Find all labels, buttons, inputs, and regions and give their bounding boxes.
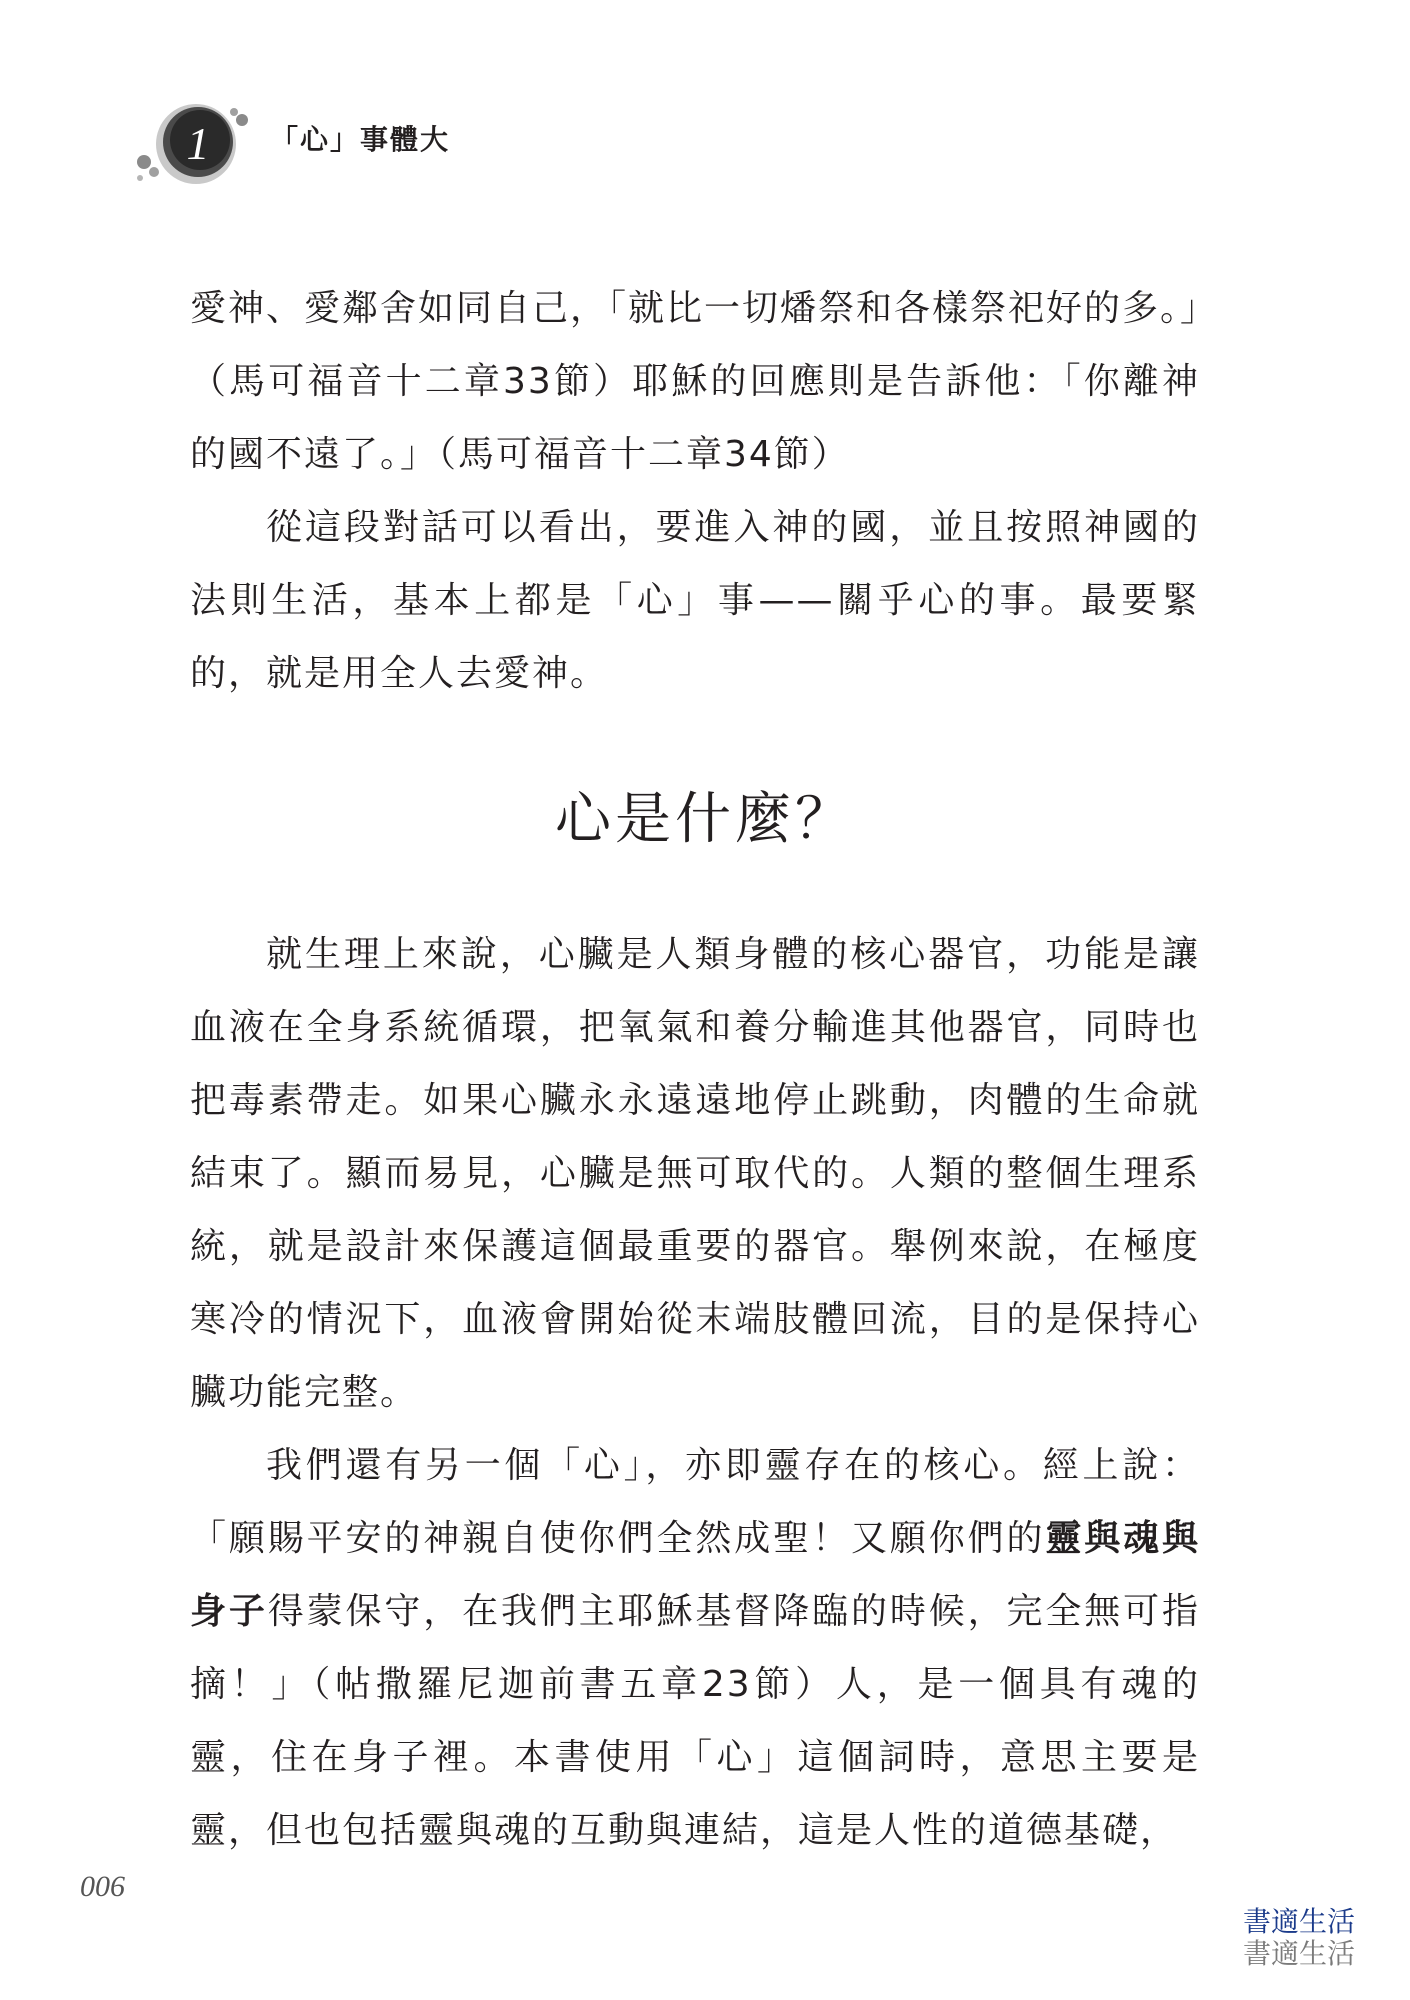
chapter-number: 1 bbox=[186, 118, 210, 169]
section-1-text bbox=[190, 272, 1200, 710]
paragraph-text: 我們還有另一個「心」，亦即靈存在的核心。經上說：「願賜平安的神親自使你們全然成聖！又願你們的 bbox=[190, 1445, 1200, 1559]
paragraph: 愛神、愛鄰舍如同自己，「就比一切燔祭和各樣祭祀好的多。」（馬可福音十二章33節）耶穌的回應則是告訴他：「你離神的國不遠了。」（馬可福音十二章34節） bbox=[190, 288, 1201, 475]
section-2-text bbox=[190, 918, 1200, 1867]
chapter-badge bbox=[130, 100, 250, 190]
running-title: 「心」事體大 bbox=[270, 123, 451, 156]
paragraph bbox=[190, 1429, 1200, 1867]
paragraph: 從這段對話可以看出，要進入神的國，並且按照神國的法則生活，基本上都是「心」事——關乎心的事。最要緊的，就是用全人去愛神。 bbox=[190, 507, 1200, 694]
paragraph: 就生理上來說，心臟是人類身體的核心器官，功能是讓血液在全身系統循環，把氧氣和養分輸進其他器官，同時也把毒素帶走。如果心臟永永遠遠地停止跳動，肉體的生命就結束了。顯而易見，心臟是無可取代的。人類的整個生理系統，就是設計來保護這個最重要的器官。舉例來說，在極度寒冷的情況下，血液會開始從末端肢體回流，目的是保持心臟功能完整。 bbox=[190, 934, 1200, 1413]
paragraph-text: 得蒙保守，在我們主耶穌基督降臨的時候，完全無可指摘！」（帖撒羅尼迦前書五章23節）人，是一個具有魂的靈，住在身子裡。本書使用「心」這個詞時，意思主要是靈，但也包括靈與魂的互動與連結，這是人性的道德基礎， bbox=[190, 1591, 1200, 1851]
emphasized-text: 靈與魂與身子 bbox=[190, 1518, 1200, 1632]
page-header bbox=[130, 100, 730, 190]
section-heading: 心是什麼？ bbox=[555, 787, 855, 852]
watermark-line: 書適生活 bbox=[1242, 1937, 1355, 1970]
page-number: 006 bbox=[80, 1870, 125, 1903]
publisher-watermark bbox=[1243, 1906, 1355, 1970]
watermark-line: 書適生活 bbox=[1242, 1905, 1355, 1938]
